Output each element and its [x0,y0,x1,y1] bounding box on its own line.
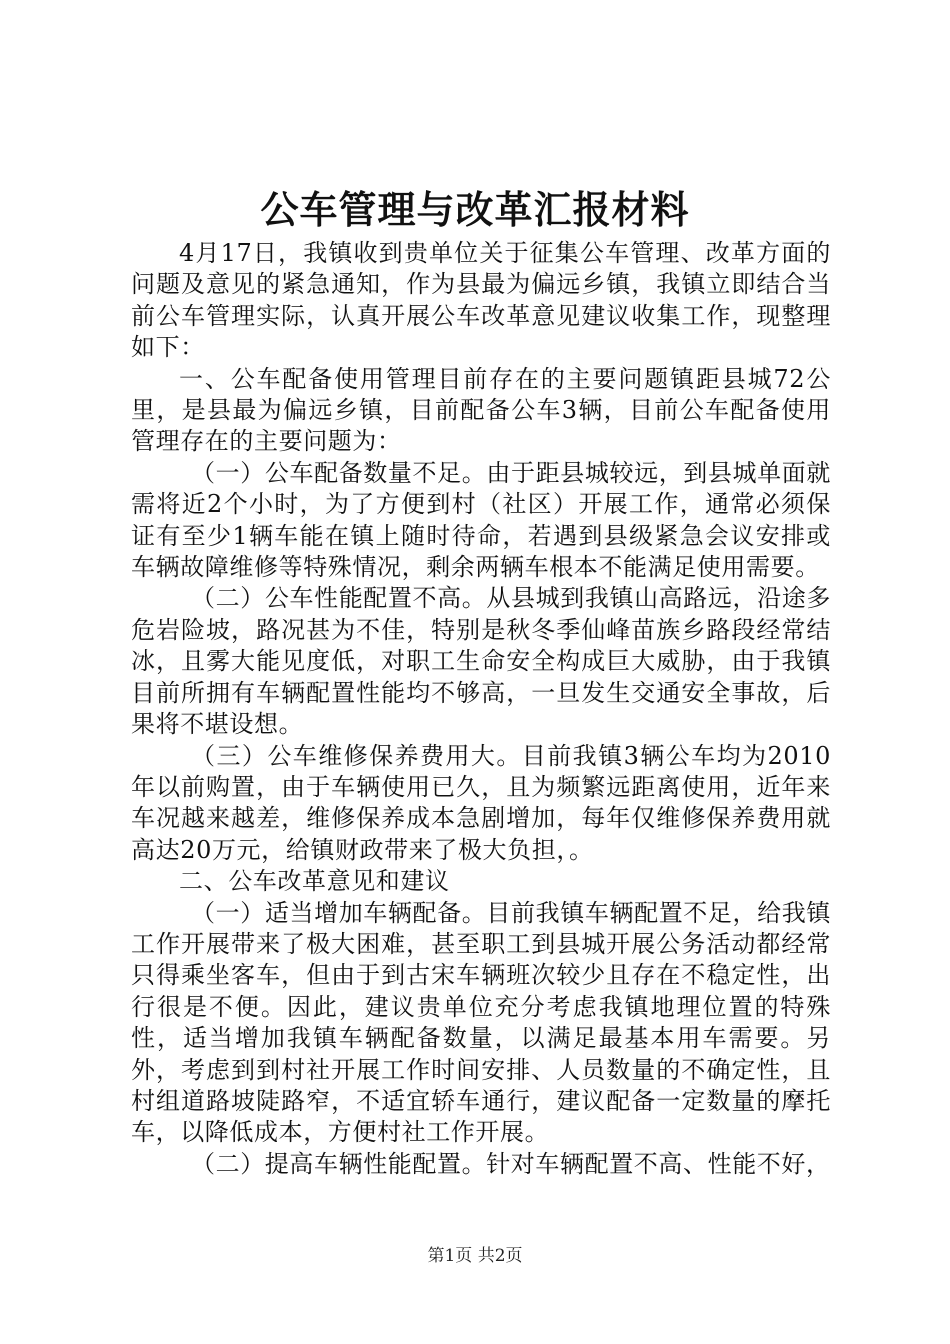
document-body [131,238,831,1180]
paragraph-problem-2: （二）公车性能配置不高。从县城到我镇山高路远，沿途多危岩险坡，路况甚为不佳，特别是秋冬季仙峰苗族乡路段经常结冰，且雾大能见度低，对职工生命安全构成巨大威胁，由于我镇目前所拥有车辆配置性能均不够高，一旦发生交通安全事故，后果将不堪设想。 [131,584,831,739]
section-heading-problems: 一、公车配备使用管理目前存在的主要问题镇距县城72公里，是县最为偏远乡镇，目前配备公车3辆，目前公车配备使用管理存在的主要问题为： [131,364,831,456]
paragraph-intro: 4月17日，我镇收到贵单位关于征集公车管理、改革方面的问题及意见的紧急通知，作为县最为偏远乡镇，我镇立即结合当前公车管理实际，认真开展公车改革意见建议收集工作，现整理如下： [131,239,831,362]
paragraph-suggestion-2: （二）提高车辆性能配置。针对车辆配置不高、性能不好， [191,1149,831,1178]
section-heading-suggestions: 二、公车改革意见和建议 [179,867,450,896]
paragraph-problem-3: （三）公车维修保养费用大。目前我镇3辆公车均为2010年以前购置，由于车辆使用已久，且为频繁远距离使用，近年来车况越来越差，维修保养成本急剧增加，每年仅维修保养费用就高达20万元，给镇财政带来了极大负担，。 [131,741,831,864]
document-title: 公车管理与改革汇报材料 [260,187,690,232]
paragraph-suggestion-1: （一）适当增加车辆配备。目前我镇车辆配置不足，给我镇工作开展带来了极大困难，甚至职工到县城开展公务活动都经常只得乘坐客车，但由于到古宋车辆班次较少且存在不稳定性，出行很是不便。因此，建议贵单位充分考虑我镇地理位置的特殊性，适当增加我镇车辆配备数量，以满足最基本用车需要。另外，考虑到到村社开展工作时间安排、人员数量的不确定性，且村组道路坡陡路窄，不适宜轿车通行，建议配备一定数量的摩托车，以降低成本，方便村社工作开展。 [131,898,831,1147]
paragraph-problem-1: （一）公车配备数量不足。由于距县城较远，到县城单面就需将近2个小时，为了方便到村（社区）开展工作，通常必须保证有至少1辆车能在镇上随时待命，若遇到县级紧急会议安排或车辆故障维修等特殊情况，剩余两辆车根本不能满足使用需要。 [131,458,831,582]
page-number-footer: 第1页 共2页 [427,1246,523,1266]
